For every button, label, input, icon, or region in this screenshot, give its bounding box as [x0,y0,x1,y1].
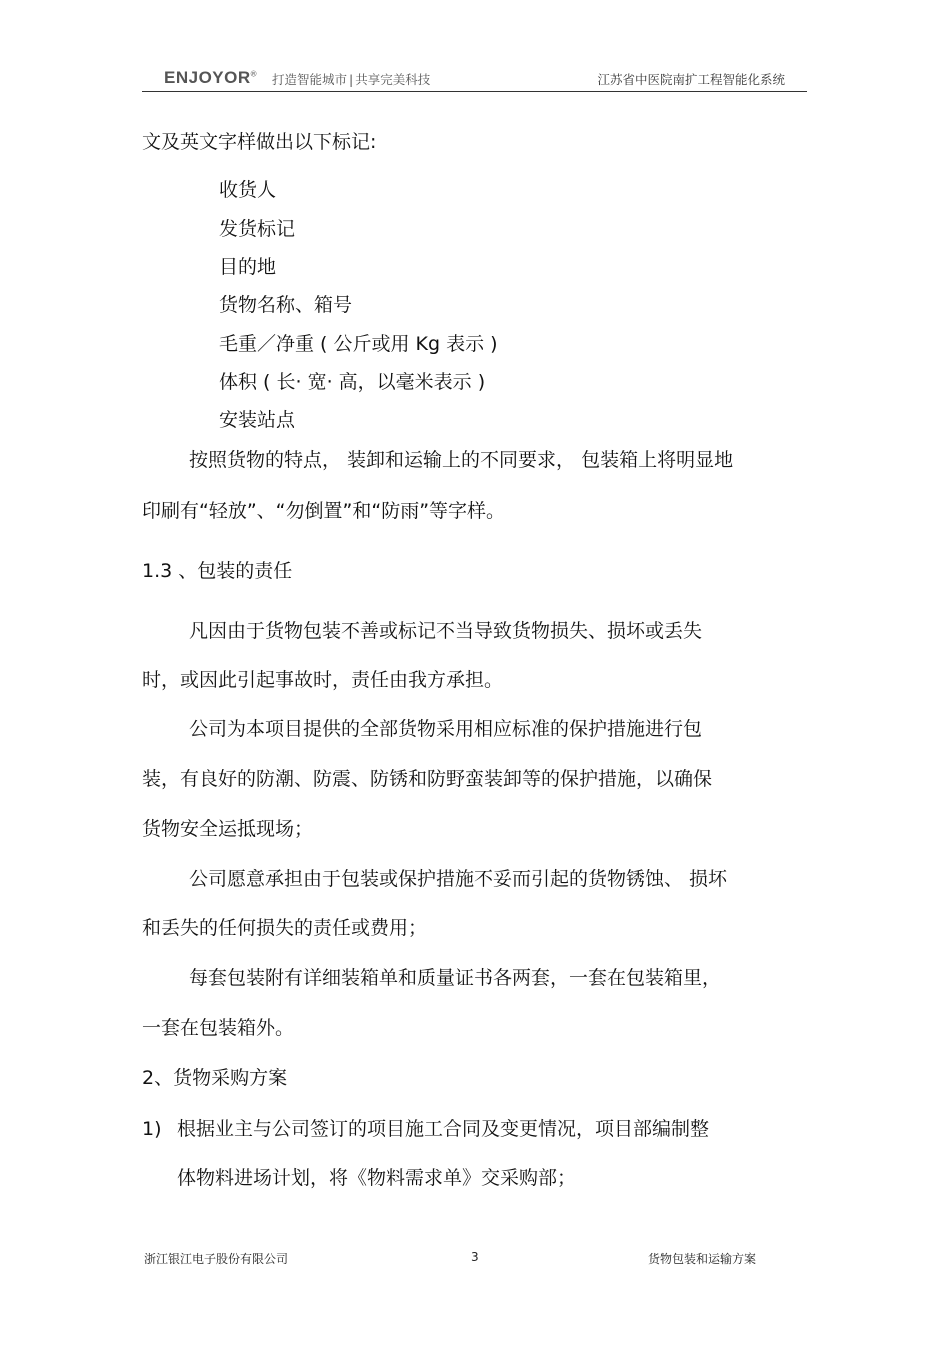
mark-item: 体积 ( 长· 宽· 高，以毫米表示 ) [219,371,486,393]
header-slogan: 打造智能城市 | 共享完美科技 [272,72,431,87]
paragraph-line: 凡因由于货物包装不善或标记不当导致货物损失、损坏或丢失 [189,620,703,642]
mark-item: 收货人 [219,179,277,201]
section-heading: 2、货物采购方案 [142,1067,288,1089]
mark-item: 毛重／净重 ( 公斤或用 Kg 表示 ) [219,333,498,355]
paragraph-line: 公司愿意承担由于包装或保护措施不妥而引起的货物锈蚀、 损坏 [189,868,728,890]
paragraph-line: 印刷有“轻放”、“勿倒置”和“防雨”等字样。 [142,500,506,522]
paragraph-line: 公司为本项目提供的全部货物采用相应标准的保护措施进行包 [189,718,703,740]
paragraph-line: 时，或因此引起事故时，责任由我方承担。 [142,669,504,691]
paragraph-line: 装，有良好的防潮、防震、防锈和防野蛮装卸等的保护措施，以确保 [142,768,713,790]
mark-item: 目的地 [219,256,277,278]
header-project-title: 江苏省中医院南扩工程智能化系统 [597,72,785,87]
mark-item: 货物名称、箱号 [219,294,353,316]
paragraph-line: 货物安全运抵现场； [142,818,314,840]
company-logo: ENJOYOR® [164,68,258,87]
mark-item: 发货标记 [219,218,296,240]
footer-doc-title: 货物包装和运输方案 [648,1252,757,1266]
mark-item: 安装站点 [219,409,296,431]
list-item-number: 1) [142,1118,162,1140]
page-header [142,62,807,94]
page-number: 3 [471,1250,479,1264]
footer-company: 浙江银江电子股份有限公司 [144,1252,289,1266]
header-divider [142,91,807,92]
paragraph-line: 一套在包装箱外。 [142,1017,295,1039]
list-item-text: 根据业主与公司签订的项目施工合同及变更情况，项目部编制整 [177,1118,710,1140]
paragraph-line: 和丢失的任何损失的责任或费用； [142,917,428,939]
intro-text: 文及英文字样做出以下标记: [142,131,377,153]
paragraph-line: 按照货物的特点， 装卸和运输上的不同要求， 包装箱上将明显地 [189,449,734,471]
section-heading: 1.3 、包装的责任 [142,560,293,582]
paragraph-line: 每套包装附有详细装箱单和质量证书各两套，一套在包装箱里， [189,967,722,989]
list-item-text: 体物料进场计划，将《物料需求单》交采购部； [177,1167,577,1189]
